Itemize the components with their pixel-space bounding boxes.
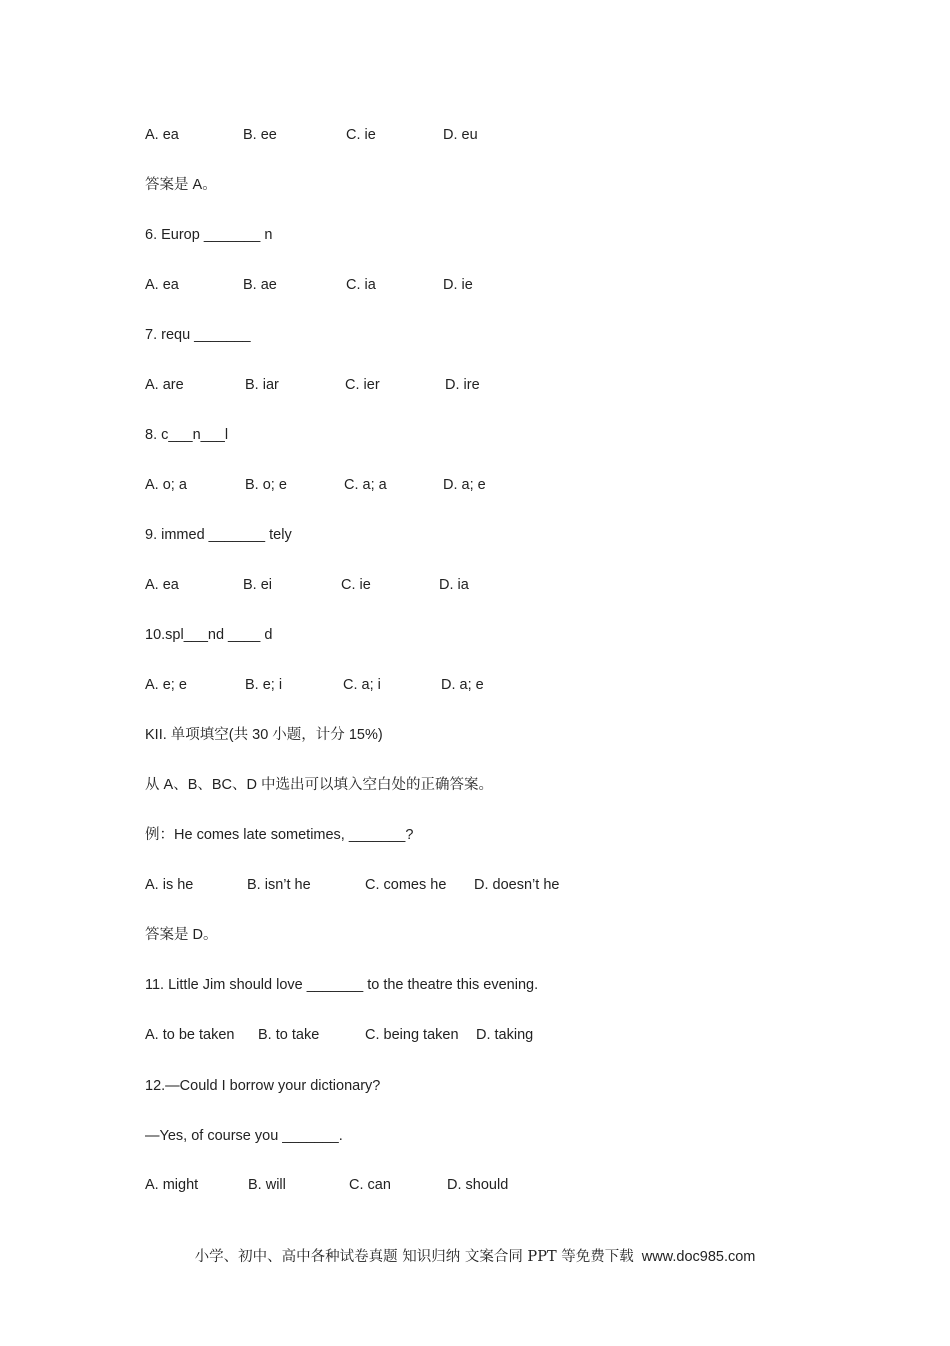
option-d: D. ie [443, 277, 473, 293]
option-d: D. doesn’t he [474, 877, 560, 893]
option-d: D. ia [439, 577, 469, 593]
footer-text: 小学、初中、高中各种试卷真题 知识归纳 文案合同 PPT 等免费下载 [194, 1249, 634, 1265]
question-12: 12.—Could I borrow your dictionary? [145, 1078, 381, 1094]
page-footer [0, 1247, 950, 1267]
option-c: C. ie [341, 577, 371, 593]
option-d: D. ire [445, 377, 480, 393]
question-8: 8. c___n___l [145, 427, 229, 443]
option-a: A. o; a [145, 477, 187, 493]
question-9: 9. immed _______ tely [145, 527, 292, 543]
option-a: A. is he [145, 877, 194, 893]
option-a: A. e; e [145, 677, 187, 693]
option-d: D. a; e [441, 677, 484, 693]
option-c: C. a; a [344, 477, 387, 493]
option-b: B. o; e [245, 477, 287, 493]
option-b: B. isn’t he [247, 877, 311, 893]
question-10: 10.spl___nd ____ d [145, 627, 273, 643]
option-b: B. e; i [245, 677, 283, 693]
option-a: A. ea [145, 127, 179, 143]
question-12-reply: —Yes, of course you _______. [145, 1128, 343, 1144]
option-a: A. might [145, 1177, 199, 1193]
option-b: B. ei [243, 577, 273, 593]
option-a: A. to be taken [145, 1027, 235, 1043]
option-c: C. can [349, 1177, 391, 1193]
footer-url[interactable]: www.doc985.com [641, 1249, 756, 1265]
example-answer: 答案是 D。 [145, 927, 218, 943]
section-instruction: 从 A、B、BC、D 中选出可以填入空白处的正确答案。 [145, 777, 494, 793]
option-b: B. ae [243, 277, 277, 293]
option-b: B. ee [243, 127, 277, 143]
option-b: B. will [248, 1177, 286, 1193]
option-b: B. to take [258, 1027, 320, 1043]
option-a: A. ea [145, 577, 179, 593]
option-c: C. ier [345, 377, 380, 393]
option-b: B. iar [245, 377, 279, 393]
question-6: 6. Europ _______ n [145, 227, 273, 243]
option-c: C. being taken [365, 1027, 459, 1043]
option-d: D. taking [476, 1027, 534, 1043]
question-11: 11. Little Jim should love _______ to the theatre this evening. [145, 977, 539, 993]
option-a: A. ea [145, 277, 179, 293]
option-c: C. ie [346, 127, 376, 143]
option-c: C. ia [346, 277, 376, 293]
option-d: D. eu [443, 127, 478, 143]
q5-answer: 答案是 A。 [145, 177, 217, 193]
section-heading: KII. 单项填空(共 30 小题，计分 15%) [145, 727, 383, 743]
option-d: D. a; e [443, 477, 486, 493]
option-d: D. should [447, 1177, 509, 1193]
example-question: 例：He comes late sometimes, _______? [145, 827, 414, 843]
option-c: C. comes he [365, 877, 447, 893]
option-c: C. a; i [343, 677, 381, 693]
question-7: 7. requ _______ [145, 327, 251, 343]
option-a: A. are [145, 377, 184, 393]
